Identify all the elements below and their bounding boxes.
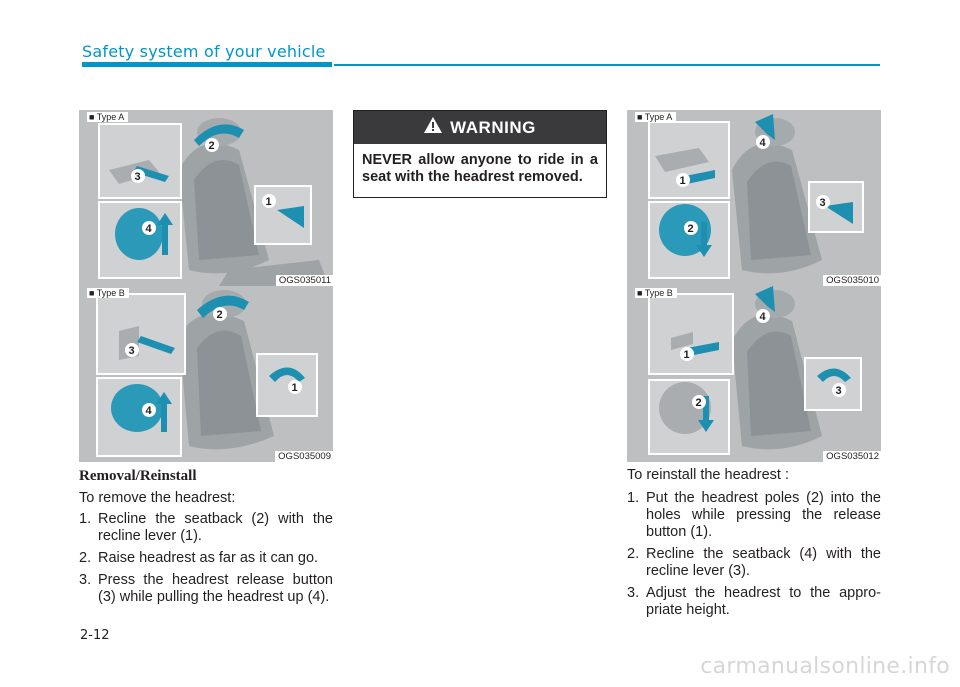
figure-code: OGS035011 <box>276 275 333 286</box>
section-title-removal: Removal/Reinstall <box>79 468 197 484</box>
figure-type-label: ■ Type A <box>87 112 128 122</box>
callout-4: 4 <box>759 137 766 149</box>
warning-box <box>353 110 607 198</box>
figure-code: OGS035010 <box>823 275 881 286</box>
callout-2: 2 <box>208 140 215 152</box>
callout-4: 4 <box>145 223 152 235</box>
list-item: 2. Recline the seatback (4) with the recline lever (3). <box>627 546 881 579</box>
callout-1: 1 <box>679 175 686 187</box>
seat-illustration <box>627 110 881 286</box>
watermark: carmanualsonline.info <box>700 654 950 679</box>
callout-4: 4 <box>759 311 766 323</box>
callout-2: 2 <box>687 223 694 235</box>
seat-illustration <box>627 286 881 462</box>
seat-illustration <box>79 286 333 462</box>
warning-title: WARNING <box>450 117 536 137</box>
callout-3: 3 <box>835 385 842 397</box>
callout-1: 1 <box>265 196 272 208</box>
list-item: 2. Raise headrest as far as it can go. <box>79 550 319 566</box>
figure-type-label: ■ Type B <box>635 288 677 298</box>
callout-3: 3 <box>819 197 826 209</box>
list-item: 1. Recline the seatback (2) with the recline lever (1). <box>79 511 333 544</box>
list-item: 1. Put the headrest poles (2) into the holes while pressing the release button (1). <box>627 490 881 540</box>
section-header: Safety system of your vehicle <box>82 42 326 61</box>
warning-header <box>354 111 606 144</box>
header-rule-thick <box>82 62 332 67</box>
header-rule-thin <box>334 64 880 66</box>
callout-2: 2 <box>216 309 223 321</box>
callout-3: 3 <box>134 171 141 183</box>
callout-3: 3 <box>128 345 135 357</box>
callout-1: 1 <box>683 349 690 361</box>
reinstall-steps <box>627 490 881 619</box>
figure-right-type-a <box>627 110 881 286</box>
page-number: 2-12 <box>80 628 110 643</box>
reinstall-intro: To reinstall the headrest : <box>627 467 790 483</box>
removal-intro: To remove the headrest: <box>79 490 236 506</box>
seat-illustration <box>79 110 333 286</box>
list-item: 3. Adjust the headrest to the appro- priate height. <box>627 585 881 618</box>
figure-code: OGS035012 <box>823 451 881 462</box>
callout-2: 2 <box>695 397 702 409</box>
callout-4: 4 <box>145 405 152 417</box>
warning-text: NEVER allow anyone to ride in a seat with the headrest removed. <box>362 152 598 185</box>
figure-type-label: ■ Type A <box>635 112 676 122</box>
figure-type-label: ■ Type B <box>87 288 129 298</box>
figure-code: OGS035009 <box>275 451 333 462</box>
figure-right-type-b <box>627 286 881 462</box>
removal-steps <box>79 511 333 606</box>
callout-1: 1 <box>291 382 298 394</box>
warning-triangle-icon <box>424 117 442 138</box>
figure-left-type-a <box>79 110 333 286</box>
list-item: 3. Press the headrest release button (3) while pulling the headrest up (4). <box>79 572 333 605</box>
figure-left-type-b <box>79 286 333 462</box>
